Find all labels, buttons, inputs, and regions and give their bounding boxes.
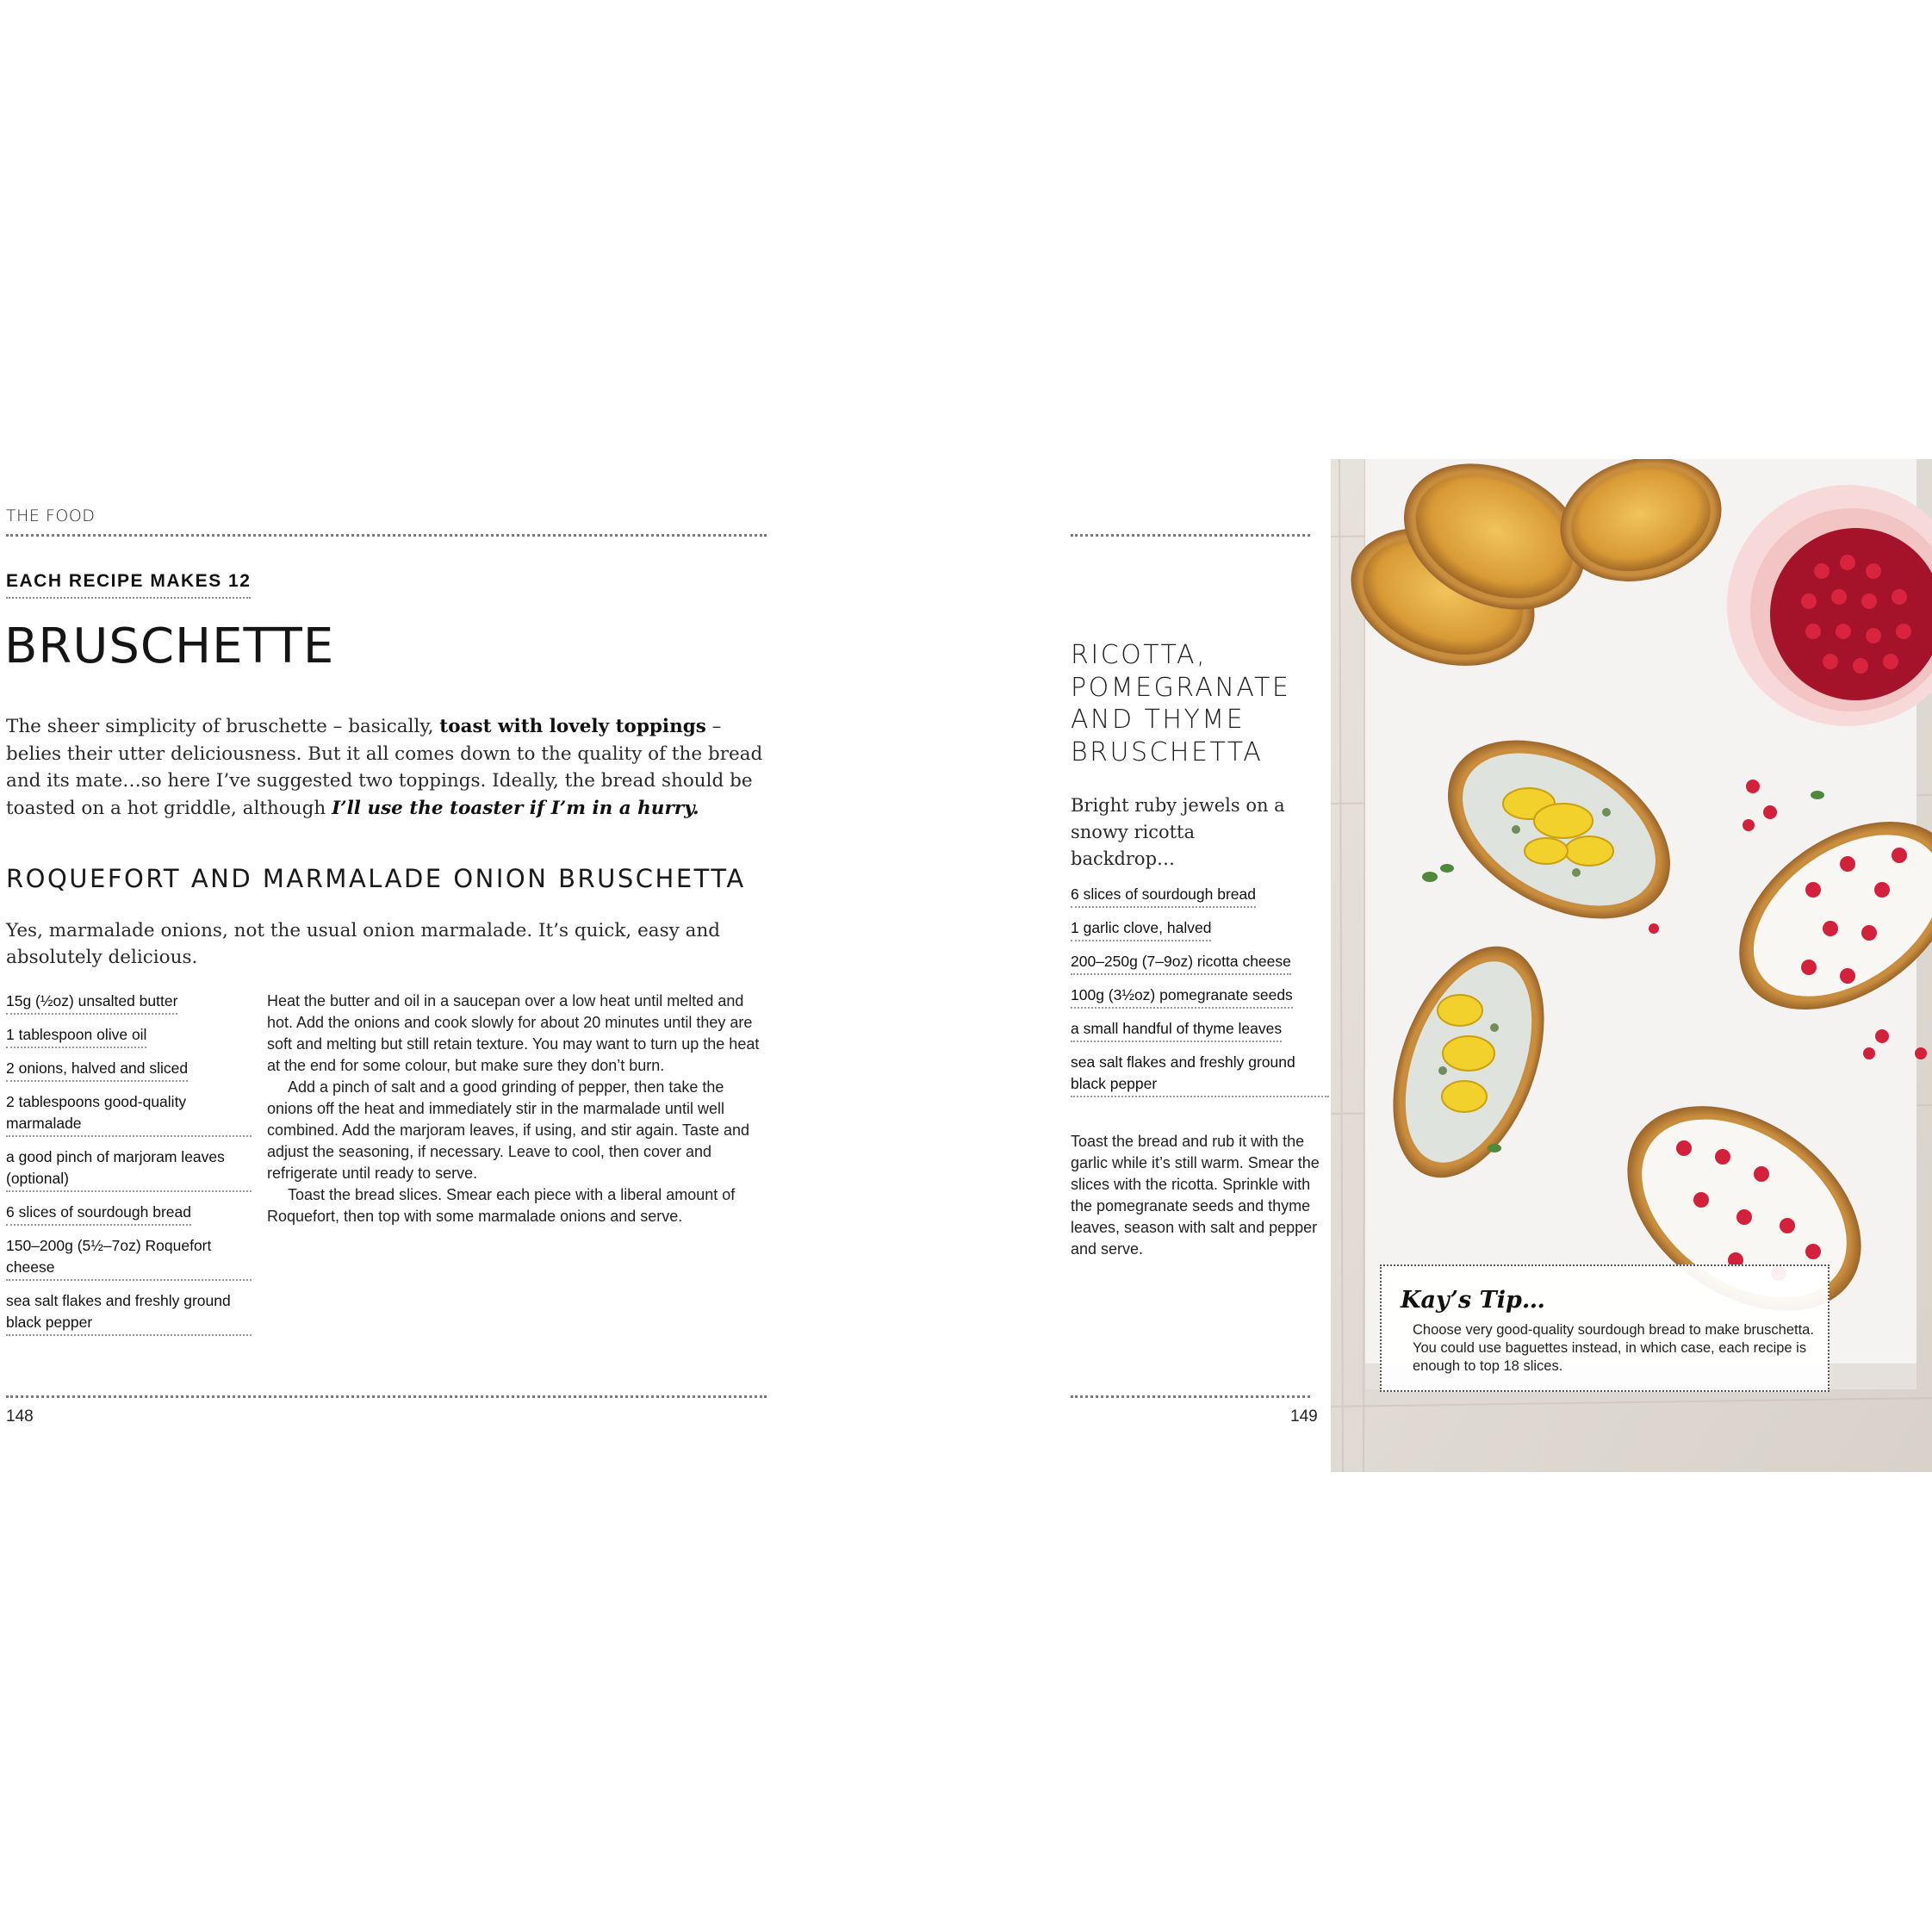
yield-label: EACH RECIPE MAKES 12 [6,571,251,599]
recipe-title-roquefort: ROQUEFORT AND MARMALADE ONION BRUSCHETTA [6,864,746,893]
method-roquefort [267,991,767,1227]
ingredient-item: 15g (½oz) unsalted butter [6,991,177,1015]
intro-text-2: – belies their utter deliciousness. But it all comes down to the quality of the bread and its mate…so here I’ve suggested two toppings. Ideally, the bread should be toasted on a hot griddle, although [6,716,763,819]
ingredient-item: 1 tablespoon olive oil [6,1024,146,1048]
intro-bold: toast with lovely toppings [439,716,706,737]
tip-text: Choose very good-quality sourdough bread to make bruschetta. You could use baguettes instead, in which case, each recipe is enough to top 18 slices. [1413,1322,1814,1374]
bottom-divider-right [1071,1395,1310,1398]
page-number-left: 148 [6,1407,34,1426]
ingredient-item: 6 slices of sourdough bread [1071,884,1256,908]
ingredient-item: a small handful of thyme leaves [1071,1018,1282,1042]
method-ricotta [1071,1131,1320,1260]
method-step: Heat the butter and oil in a saucepan over a low heat until melted and hot. Add the onions and cook slowly for about 20 minutes until they are soft and melting but still retain texture. You may want to turn up the heat at the end for some colour, but make sure they don’t burn. [267,992,760,1074]
ingredient-item: 150–200g (5½–7oz) Roquefort cheese [6,1235,252,1281]
recipe-title-ricotta: RICOTTA, POMEGRANATE AND THYME BRUSCHETTA [1071,640,1291,767]
ingredient-item: sea salt flakes and freshly ground black pepper [6,1290,252,1336]
ingredient-item: 2 tablespoons good-quality marmalade [6,1091,252,1137]
tip-heading: Kay’s Tip… [1401,1287,1545,1314]
ingredient-list-roquefort [6,991,252,1345]
page-number-right: 149 [1290,1407,1318,1426]
ingredient-item: a good pinch of marjoram leaves (optional) [6,1146,252,1192]
ingredient-list-ricotta [1071,884,1329,1107]
ingredient-item: 6 slices of sourdough bread [6,1202,191,1226]
intro-italic: I’ll use the toaster if I’m in a hurry. [332,797,699,819]
top-divider-right [1071,534,1310,537]
intro-text-1: The sheer simplicity of bruschette – basically, [6,716,440,737]
page-title: BRUSCHETTE [4,618,335,674]
ingredient-item: 100g (3½oz) pomegranate seeds [1071,985,1293,1009]
ingredient-item: 200–250g (7–9oz) ricotta cheese [1071,951,1291,975]
ingredient-item: 2 onions, halved and sliced [6,1058,188,1082]
ingredient-item: 1 garlic clove, halved [1071,917,1211,941]
bottom-divider-left [6,1395,767,1398]
tip-box [1380,1264,1829,1392]
ingredient-item: sea salt flakes and freshly ground black pepper [1071,1052,1329,1097]
recipe-intro-ricotta: Bright ruby jewels on a snowy ricotta backdrop… [1071,795,1285,869]
recipe-intro-roquefort: Yes, marmalade onions, not the usual onion marmalade. It’s quick, easy and absolutely delicious. [6,920,721,968]
method-step: Toast the bread slices. Smear each piece with a liberal amount of Roquefort, then top with some marmalade onions and serve. [267,1186,736,1225]
section-label: THE FOOD [6,506,96,525]
method-step: Toast the bread and rub it with the garlic while it’s still warm. Smear the slices with the ricotta. Sprinkle with the pomegranate seeds and thyme leaves, season with salt and pepper and serve. [1071,1133,1320,1258]
intro-paragraph [6,713,764,822]
top-divider-left [6,534,767,537]
method-step: Add a pinch of salt and a good grinding of pepper, then take the onions off the heat and immediately stir in the marmalade until well combined. Add the marjoram leaves, if using, and stir again. Taste and adjust the seasoning, if necessary. Leave to cool, then cover and refrigerate until ready to serve. [267,1078,749,1182]
